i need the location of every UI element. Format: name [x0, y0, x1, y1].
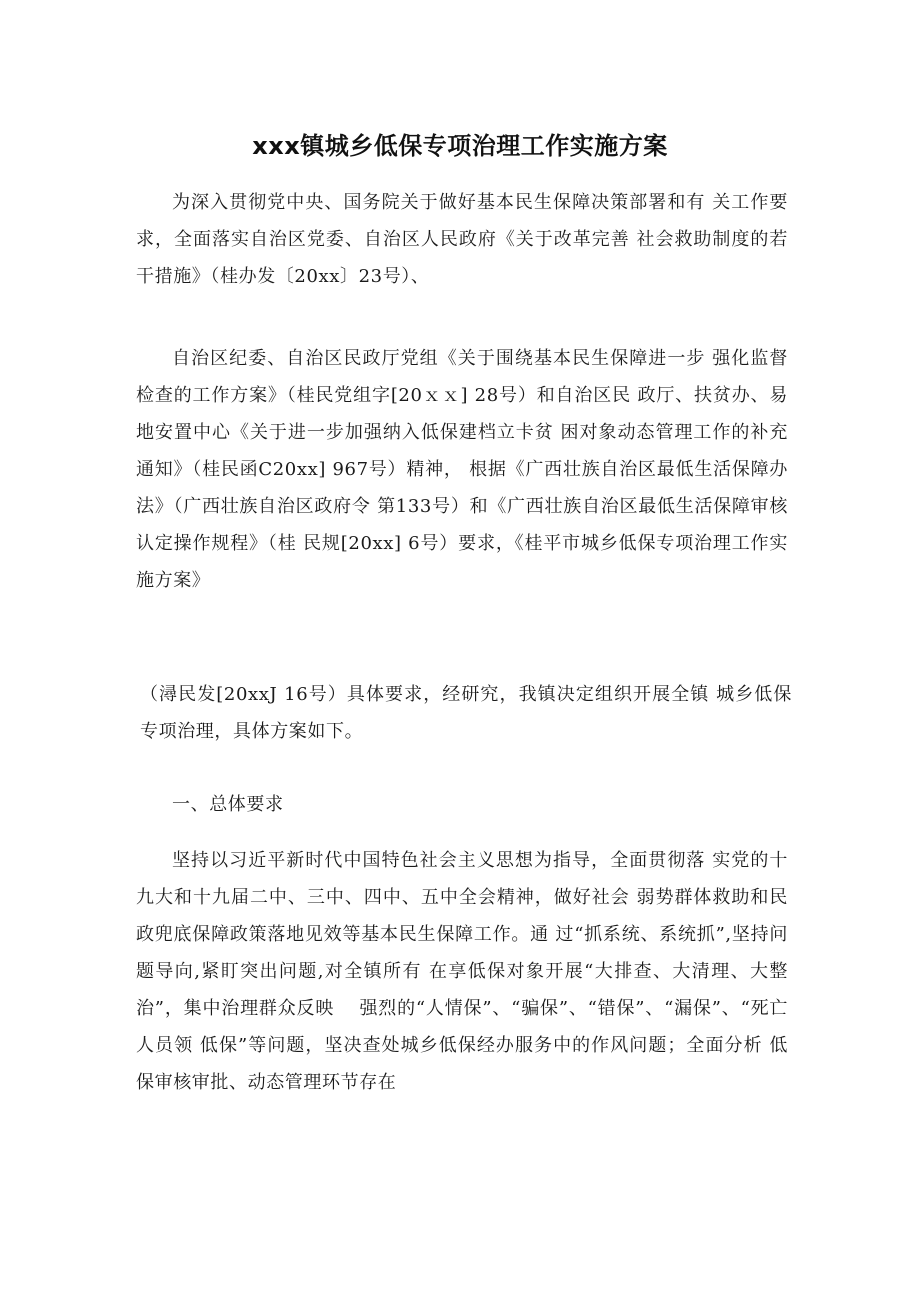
- document-title: xxx镇城乡低保专项治理工作实施方案: [252, 132, 668, 160]
- paragraph-basis: 自治区纪委、自治区民政厅党组《关于围绕基本民生保障进一步 强化监督检查的工作方案》（桂民党组字[20ｘｘ] 28号）和自治区民 政厅、扶贫办、易地安置中心《关于进一步加强纳入低保建档立卡贫 困对象动态管理工作的补充通知》（桂民函C20xx] 967号）精神， 根据《广西壮族自治区最低生活保障办法》（广西壮族自治区政府令 第133号）和《广西壮族自治区最低生活保障审核认定操作规程》（桂 民规[20xx] 6号）要求，《桂平市城乡低保专项治理工作实施方案》: [136, 348, 788, 591]
- section-heading: 一、总体要求: [172, 794, 284, 815]
- paragraph-decision: （潯民发[20xxJ 16号）具体要求，经研究，我镇决定组织开展全镇 城乡低保专项治理，具体方案如下。: [140, 684, 792, 742]
- section-paragraph: 坚持以习近平新时代中国特色社会主义思想为指导，全面贯彻落 实党的十九大和十九届二中、三中、四中、五中全会精神，做好社会 弱势群体救助和民政兜底保障政策落地见效等基本民生保障工作。通 过“抓系统、系统抓”,坚持问题导向,紧盯突出问题,对全镇所有 在享低保对象开展“大排查、大清理、大整治”，集中治理群众反映 强烈的“人情保”、“骗保”、“错保”、“漏保”、“死亡人员领 低保”等问题，坚决查处城乡低保经办服务中的作风问题；全面分析 低保审核审批、动态管理环节存在: [136, 850, 788, 1093]
- paragraph-intro: 为深入贯彻党中央、国务院关于做好基本民生保障决策部署和有 关工作要求，全面落实自治区党委、自治区人民政府《关于改革完善 社会救助制度的若干措施》（桂办发〔20xx〕23号）、: [136, 192, 788, 287]
